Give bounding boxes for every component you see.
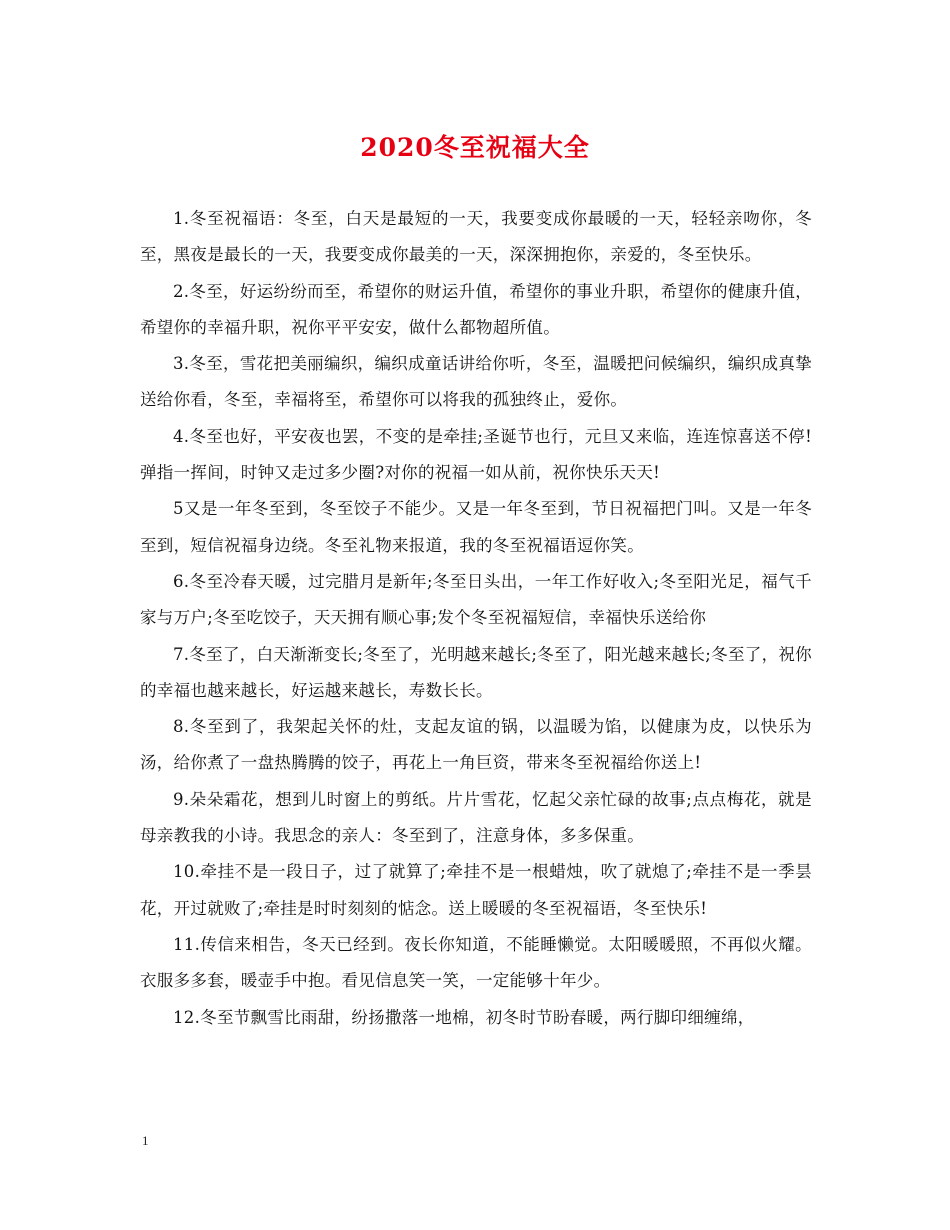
paragraph-10: 10.牵挂不是一段日子，过了就算了;牵挂不是一根蜡烛，吹了就熄了;牵挂不是一季昙花，开过就败了;牵挂是时时刻刻的惦念。送上暖暖的冬至祝福语，冬至快乐! bbox=[140, 862, 812, 918]
paragraph-8: 8.冬至到了，我架起关怀的灶，支起友谊的锅，以温暖为馅，以健康为皮，以快乐为汤，给你煮了一盘热腾腾的饺子，再花上一角巨资，带来冬至祝福给你送上! bbox=[140, 717, 812, 773]
paragraph-4: 4.冬至也好，平安夜也罢，不变的是牵挂;圣诞节也行，元旦又来临，连连惊喜送不停!弹指一挥间，时钟又走过多少圈?对你的祝福一如从前，祝你快乐天天! bbox=[140, 426, 812, 483]
page-number: 1 bbox=[142, 1133, 149, 1148]
paragraph-6: 6.冬至冷春天暖，过完腊月是新年;冬至日头出，一年工作好收入;冬至阳光足，福气千家与万户;冬至吃饺子，天天拥有顺心事;发个冬至祝福短信，幸福快乐送给你 bbox=[140, 571, 812, 628]
paragraph-3: 3.冬至，雪花把美丽编织，编织成童话讲给你听，冬至，温暖把问候编织，编织成真挚送给你看，冬至，幸福将至，希望你可以将我的孤独终止，爱你。 bbox=[140, 354, 812, 410]
paragraph-1: 1.冬至祝福语：冬至，白天是最短的一天，我要变成你最暖的一天，轻轻亲吻你，冬至，黑夜是最长的一天，我要变成你最美的一天，深深拥抱你，亲爱的，冬至快乐。 bbox=[140, 209, 812, 265]
paragraph-7: 7.冬至了，白天渐渐变长;冬至了，光明越来越长;冬至了，阳光越来越长;冬至了，祝你的幸福也越来越长，好运越来越长，寿数长长。 bbox=[140, 644, 812, 700]
paragraph-5: 5又是一年冬至到，冬至饺子不能少。又是一年冬至到，节日祝福把门叫。又是一年冬至到，短信祝福身边绕。冬至礼物来报道，我的冬至祝福语逗你笑。 bbox=[140, 499, 812, 555]
document-body bbox=[140, 201, 812, 1036]
document-title: 2020冬至祝福大全 bbox=[360, 133, 590, 162]
paragraph-2: 2.冬至，好运纷纷而至，希望你的财运升值，希望你的事业升职，希望你的健康升值，希望你的幸福升职，祝你平平安安，做什么都物超所值。 bbox=[140, 281, 812, 337]
paragraph-11: 11.传信来相告，冬天已经到。夜长你知道，不能睡懒觉。太阳暖暖照，不再似火耀。衣服多多套，暖壶手中抱。看见信息笑一笑，一定能够十年少。 bbox=[140, 934, 812, 991]
paragraph-9: 9.朵朵霜花，想到儿时窗上的剪纸。片片雪花，忆起父亲忙碌的故事;点点梅花，就是母亲教我的小诗。我思念的亲人：冬至到了，注意身体，多多保重。 bbox=[140, 789, 812, 846]
paragraph-12: 12.冬至节飘雪比雨甜，纷扬撒落一地棉，初冬时节盼春暖，两行脚印细缠绵， bbox=[173, 1007, 755, 1027]
